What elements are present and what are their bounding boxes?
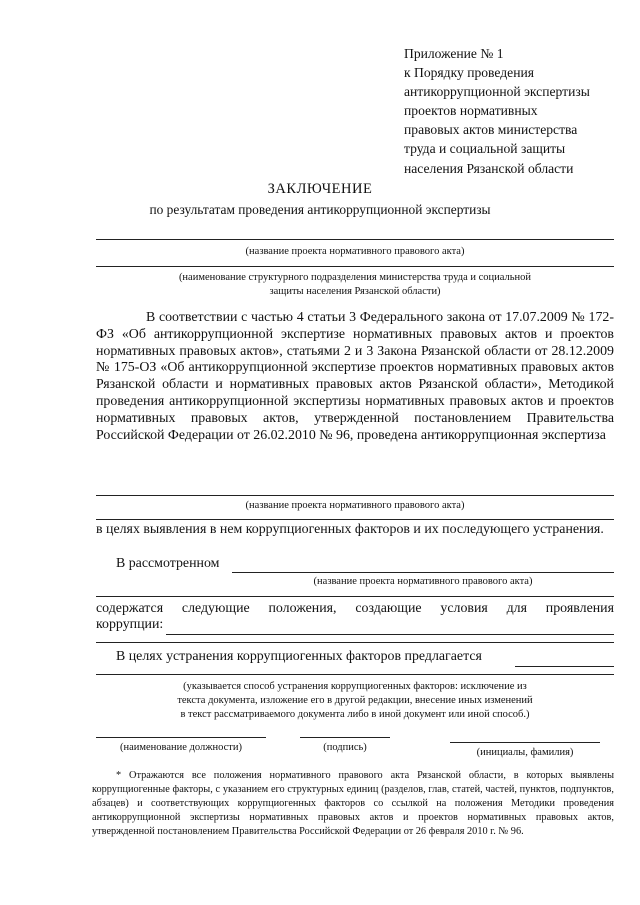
method-caption-line3: в текст рассматриваемого документа либо в иной документ или иной способ.) (180, 709, 530, 720)
appendix-line: Приложение № 1 (404, 46, 504, 61)
footnote (92, 769, 614, 839)
provisions-field[interactable] (166, 634, 614, 635)
draft-name-field-2[interactable] (96, 495, 614, 496)
elimination-field[interactable] (515, 666, 614, 667)
provisions-text-line1: содержатся следующие положения, создающие условия для проявления (96, 601, 614, 616)
method-caption-line2: текста документа, изложение его в другой редакции, внесение иных изменений (177, 695, 533, 706)
document-title: ЗАКЛЮЧЕНИЕ (267, 181, 373, 197)
initials-field[interactable] (450, 742, 600, 743)
purpose-text: в целях выявления в нем коррупциогенных факторов и их последующего устранения. (96, 522, 604, 537)
footnote-text: * Отражаются все положения нормативного правового акта Рязанской области, в которых выявлены коррупциогенные факторы, с указанием его структурных единиц (разделов, глав, статей, частей, пунктов, подпунктов, абзацев) и соответствующих коррупциогенных факторов со ссылкой на положения Методики проведения антикоррупционной экспертизы нормативных правовых актов и проектов нормативных правовых актов, утвержденной постановлением Правительства Российской Федерации от 26 февраля 2010 г. № 96. (92, 770, 614, 837)
provisions-field-2[interactable] (96, 642, 614, 643)
position-field[interactable] (96, 737, 266, 738)
method-caption-line1: (указывается способ устранения коррупциогенных факторов: исключение из (183, 681, 527, 692)
draft-name-caption-1: (название проекта нормативного правового акта) (245, 246, 465, 257)
draft-name-field-3[interactable] (232, 572, 614, 573)
division-caption-line1: (наименование структурного подразделения министерства труда и социальной (178, 272, 532, 283)
position-caption: (наименование должности) (119, 742, 243, 753)
elimination-label: В целях устранения коррупциогенных факторов предлагается (116, 649, 482, 664)
appendix-line: антикоррупционной экспертизы (404, 84, 590, 100)
division-name-field[interactable] (96, 266, 614, 267)
appendix-header (404, 44, 634, 178)
purpose-paragraph (96, 522, 614, 539)
appendix-line: к Порядку проведения (404, 65, 535, 81)
provisions-text-line2: коррупции: (96, 617, 164, 632)
draft-name-caption-3: (название проекта нормативного правового акта) (313, 576, 533, 587)
signature-caption: (подпись) (323, 742, 367, 753)
signature-field[interactable] (300, 737, 390, 738)
elimination-field-2[interactable] (96, 674, 614, 675)
considered-label: В рассмотренном (116, 556, 220, 571)
legal-basis-text: В соответствии с частью 4 статьи 3 Федерального закона от 17.07.2009 № 172-ФЗ «Об антикоррупционной экспертизе нормативных правовых актов и проектов нормативных правовых актов», статьями 2 и 3 Закона Рязанской области от 28.12.2009 № 175-ОЗ «Об антикоррупционной экспертизе проектов нормативных правовых актов Рязанской области и нормативных правовых актов Рязанской области», Методикой проведения антикоррупционной экспертизы нормативных правовых актов и проектов нормативных правовых актов, утвержденной постановлением Правительства Российской Федерации от 26.02.2010 № 96, проведена антикоррупционная экспертиза (96, 310, 614, 443)
appendix-line: проектов нормативных (404, 103, 538, 119)
draft-name-field-1[interactable] (96, 239, 614, 240)
division-caption-line2: защиты населения Рязанской области) (269, 286, 441, 297)
draft-name-caption-2: (название проекта нормативного правового акта) (245, 500, 465, 511)
appendix-line: населения Рязанской области (404, 160, 574, 176)
appendix-line: труда и социальной защиты (404, 141, 566, 157)
initials-caption: (инициалы, фамилия) (476, 747, 574, 758)
draft-name-field-2b[interactable] (96, 519, 614, 520)
main-paragraph (96, 310, 614, 444)
document-subtitle: по результатам проведения антикоррупционной экспертизы (149, 202, 491, 217)
appendix-line: правовых актов министерства (404, 122, 578, 138)
draft-name-field-3b[interactable] (96, 596, 614, 597)
